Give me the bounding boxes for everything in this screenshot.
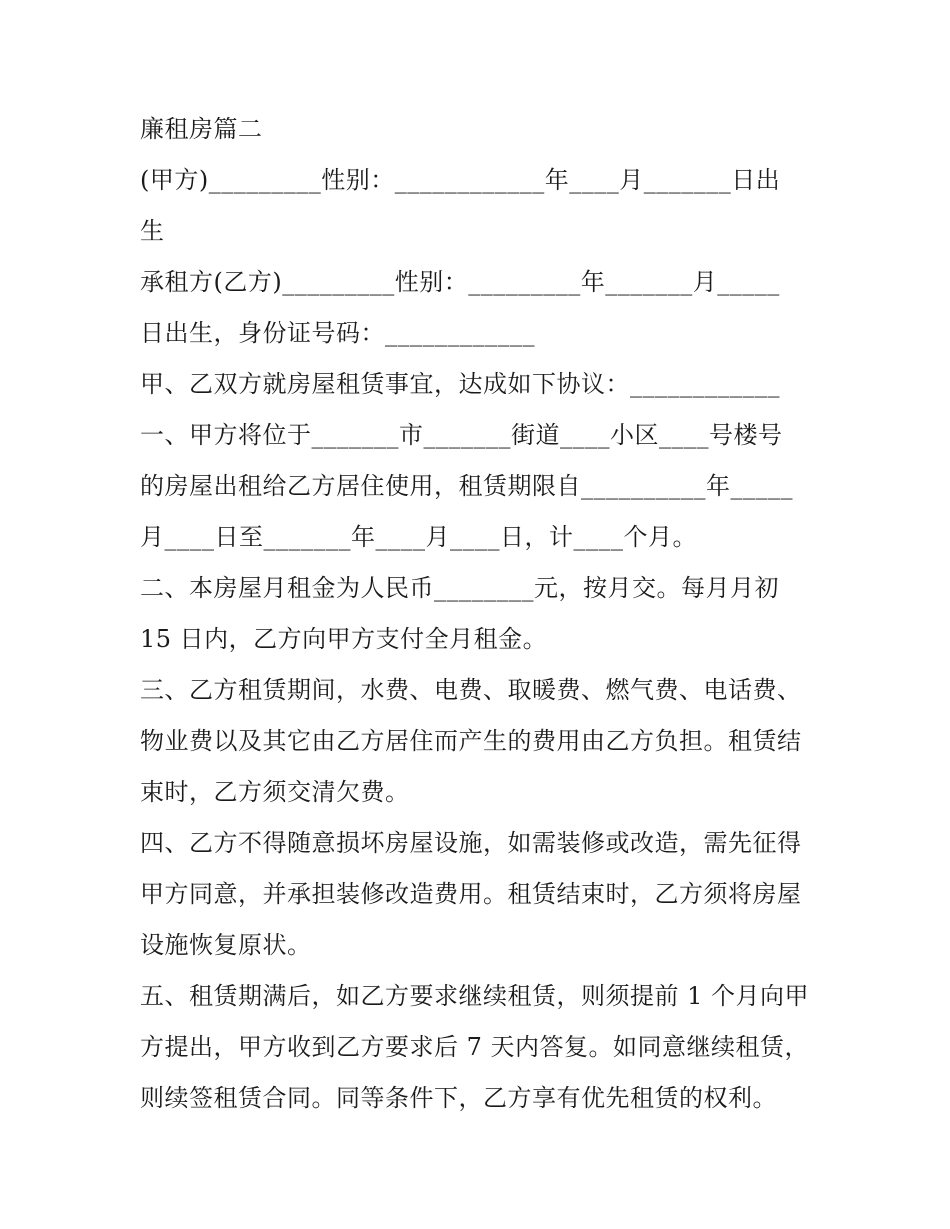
text-line: 设施恢复原状。	[140, 931, 312, 959]
text-line: 甲方同意，并承担装修改造费用。租赁结束时，乙方须将房屋	[140, 880, 802, 908]
text-line: 的房屋出租给乙方居住使用，租赁期限自__________年_____	[140, 472, 793, 500]
text-line: 生	[140, 217, 165, 245]
text-line: 日出生，身份证号码：____________	[140, 319, 535, 347]
text-line: 三、乙方租赁期间，水费、电费、取暖费、燃气费、电话费、	[140, 676, 802, 704]
text-line: 甲、乙双方就房屋租赁事宜，达成如下协议：____________	[140, 370, 780, 398]
text-line: 一、甲方将位于_______市_______街道____小区____号楼号	[140, 421, 783, 449]
text-line: 五、租赁期满后，如乙方要求继续租赁，则须提前 1 个月向甲	[140, 982, 810, 1010]
document-body	[140, 104, 820, 1124]
text-line: 四、乙方不得随意损坏房屋设施，如需装修或改造，需先征得	[140, 829, 802, 857]
text-line: 则续签租赁合同。同等条件下，乙方享有优先租赁的权利。	[140, 1084, 777, 1112]
text-line: 二、本房屋月租金为人民币________元，按月交。每月月初	[140, 574, 779, 602]
text-line: 承租方(乙方)_________性别：_________年_______月_____	[140, 268, 780, 296]
text-line: 15 日内，乙方向甲方支付全月租金。	[140, 625, 548, 653]
text-line: 方提出，甲方收到乙方要求后 7 天内答复。如同意继续租赁，	[140, 1033, 810, 1061]
document-title: 廉租房篇二	[140, 115, 263, 143]
text-line: (甲方)_________性别：____________年____月_______日出	[140, 166, 781, 194]
text-line: 月____日至_______年____月____日，计____个月。	[140, 523, 697, 551]
text-line: 束时，乙方须交清欠费。	[140, 778, 410, 806]
text-line: 物业费以及其它由乙方居住而产生的费用由乙方负担。租赁结	[140, 727, 802, 755]
